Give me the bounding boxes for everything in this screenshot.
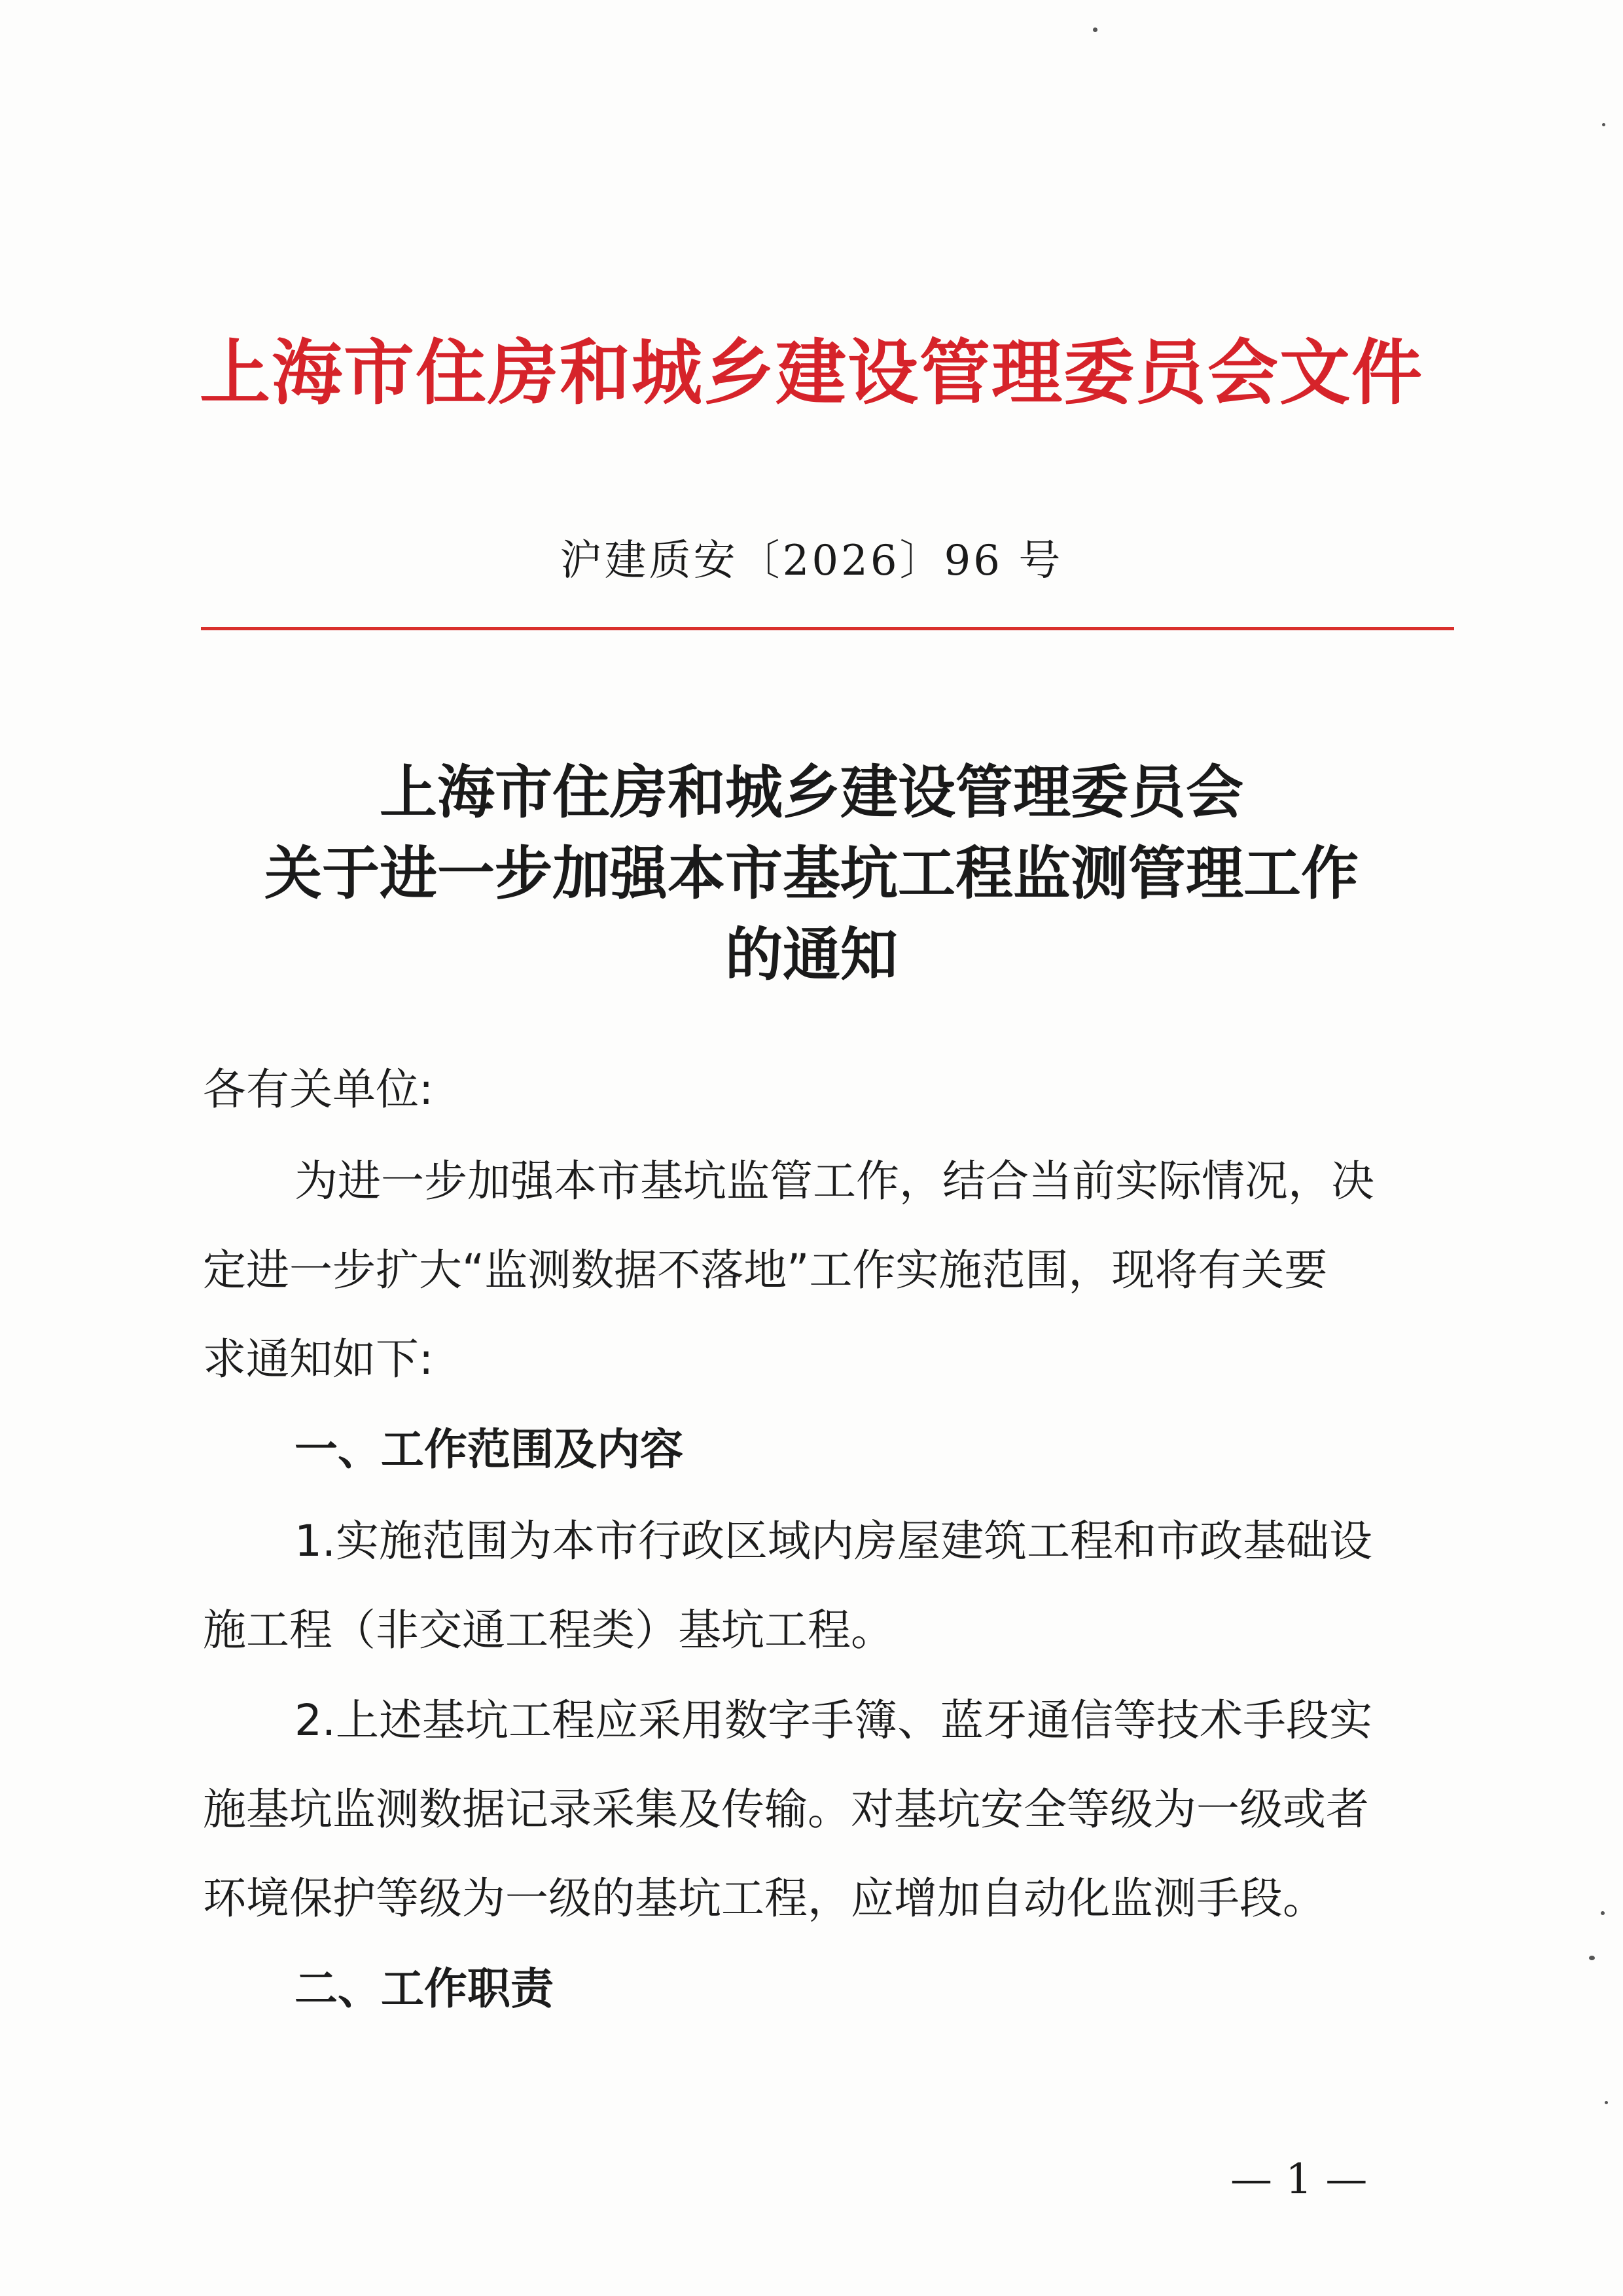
title-line-2: 关于进一步加强本市基坑工程监测管理工作: [264, 839, 1359, 907]
scan-speck: [1601, 1911, 1605, 1915]
scan-speck: [1605, 2101, 1608, 2104]
scan-speck: [1589, 1956, 1595, 1960]
scan-speck: [1093, 27, 1097, 32]
item-2-line-2: 施基坑监测数据记录采集及传输。对基坑安全等级为一级或者: [203, 1784, 1369, 1835]
item-2-line-3: 环境保护等级为一级的基坑工程，应增加自动化监测手段。: [203, 1873, 1326, 1924]
red-separator-rule: [201, 627, 1454, 630]
item-1-line-2: 施工程（非交通工程类）基坑工程。: [203, 1605, 894, 1655]
title-line-3: 的通知: [724, 920, 898, 988]
org-file-header: 上海市住房和城乡建设管理委员会文件: [199, 332, 1423, 414]
intro-paragraph-line-3: 求通知如下:: [203, 1334, 434, 1384]
salutation: 各有关单位:: [203, 1064, 434, 1115]
item-1-line-1: 1.实施范围为本市行政区域内房屋建筑工程和市政基础设: [294, 1516, 1372, 1566]
document-title: [0, 751, 1623, 995]
page-number: — 1 —: [1230, 2155, 1368, 2204]
intro-paragraph-line-1: 为进一步加强本市基坑监管工作，结合当前实际情况，决: [294, 1156, 1374, 1206]
item-2-line-1: 2.上述基坑工程应采用数字手簿、蓝牙通信等技术手段实: [294, 1695, 1372, 1746]
scan-speck: [1602, 123, 1605, 126]
document-number: 沪建质安〔2026〕96 号: [560, 537, 1063, 585]
section-heading-1: 一、工作范围及内容: [294, 1424, 683, 1475]
section-heading-2: 二、工作职责: [294, 1964, 554, 2014]
title-line-1: 上海市住房和城乡建设管理委员会: [379, 758, 1243, 826]
intro-paragraph-line-2: 定进一步扩大“监测数据不落地”工作实施范围，现将有关要: [203, 1245, 1328, 1295]
